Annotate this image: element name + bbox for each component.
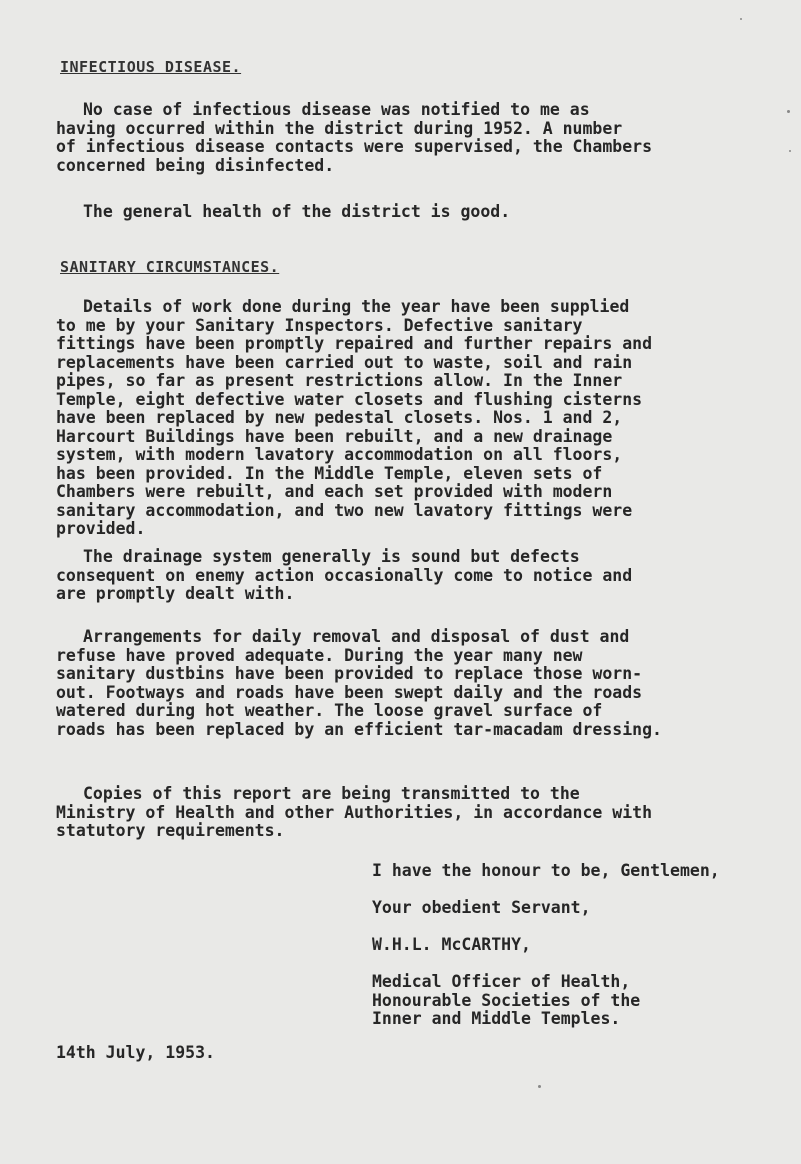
- text-line: have been replaced by new pedestal closets. Nos. 1 and 2,: [56, 408, 623, 427]
- scan-speck: [740, 18, 742, 20]
- scan-speck: [787, 110, 790, 113]
- sanitary-paragraph-2: [83, 548, 783, 567]
- text-line: of infectious disease contacts were supervised, the Chambers: [56, 137, 653, 156]
- text-line: roads has been replaced by an efficient tar-macadam dressing.: [56, 719, 662, 739]
- text-line: concerned being disinfected.: [56, 155, 335, 175]
- text-line: to me by your Sanitary Inspectors. Defective sanitary: [56, 315, 583, 335]
- closing-honour: I have the honour to be, Gentlemen,: [372, 861, 720, 880]
- text-line: out. Footways and roads have been swept daily and the roads: [56, 682, 643, 702]
- text-line: provided.: [56, 519, 146, 538]
- text-line: fittings have been promptly repaired and further repairs and: [56, 334, 653, 353]
- text-line: No case of infectious disease was notified to me as: [83, 100, 590, 119]
- infectious-paragraph-1-cont: [56, 120, 756, 176]
- signatory-title-line-2: Honourable Societies of the: [372, 990, 641, 1010]
- text-line: Temple, eight defective water closets and flushing cisterns: [56, 389, 643, 409]
- text-line: Chambers were rebuilt, and each set provided with modern: [56, 482, 613, 501]
- text-line: system, with modern lavatory accommodation on all floors,: [56, 445, 623, 464]
- sanitary-paragraph-1: [83, 298, 783, 317]
- text-line: consequent on enemy action occasionally come to notice and: [56, 565, 633, 585]
- text-line: refuse have proved adequate. During the year many new: [56, 645, 583, 665]
- text-line: pipes, so far as present restrictions allow. In the Inner: [56, 371, 623, 390]
- sanitary-paragraph-1-cont: [56, 317, 756, 539]
- text-line: sanitary accommodation, and two new lavatory fittings were: [56, 500, 633, 520]
- infectious-paragraph-2: [83, 203, 783, 222]
- sanitary-circumstances-heading: SANITARY CIRCUMSTANCES.: [60, 258, 280, 276]
- sanitary-paragraph-4-cont: [56, 804, 756, 841]
- text-line: The drainage system generally is sound but defects: [83, 547, 580, 566]
- signatory-title-line-3: Inner and Middle Temples.: [372, 1009, 621, 1028]
- report-date: 14th July, 1953.: [56, 1043, 215, 1062]
- infectious-disease-heading: INFECTIOUS DISEASE.: [60, 58, 242, 76]
- text-line: watered during hot weather. The loose gravel surface of: [56, 701, 603, 720]
- scan-speck: [538, 1085, 541, 1088]
- text-line: has been provided. In the Middle Temple, eleven sets of: [56, 463, 603, 483]
- closing-servant: Your obedient Servant,: [372, 898, 591, 917]
- text-line: Ministry of Health and other Authorities, in accordance with: [56, 802, 653, 822]
- sanitary-paragraph-3-cont: [56, 647, 756, 740]
- text-line: replacements have been carried out to waste, soil and rain: [56, 352, 633, 372]
- text-line: sanitary dustbins have been provided to replace those worn-: [56, 664, 643, 683]
- text-line: are promptly dealt with.: [56, 584, 295, 603]
- signatory-title-line-1: Medical Officer of Health,: [372, 972, 631, 991]
- sanitary-paragraph-4: [83, 785, 783, 804]
- text-line: statutory requirements.: [56, 821, 285, 840]
- sanitary-paragraph-3: [83, 628, 783, 647]
- text-line: Harcourt Buildings have been rebuilt, and a new drainage: [56, 426, 613, 446]
- text-line: Copies of this report are being transmitted to the: [83, 784, 580, 803]
- signatory-name: W.H.L. McCARTHY,: [372, 935, 531, 954]
- text-line: having occurred within the district during 1952. A number: [56, 118, 623, 138]
- text-line: Details of work done during the year have been supplied: [83, 297, 630, 316]
- scan-speck: [789, 150, 791, 152]
- text-line: The general health of the district is good.: [83, 202, 511, 221]
- sanitary-paragraph-2-cont: [56, 567, 756, 604]
- infectious-paragraph-1: [83, 101, 783, 120]
- text-line: Arrangements for daily removal and disposal of dust and: [83, 627, 630, 646]
